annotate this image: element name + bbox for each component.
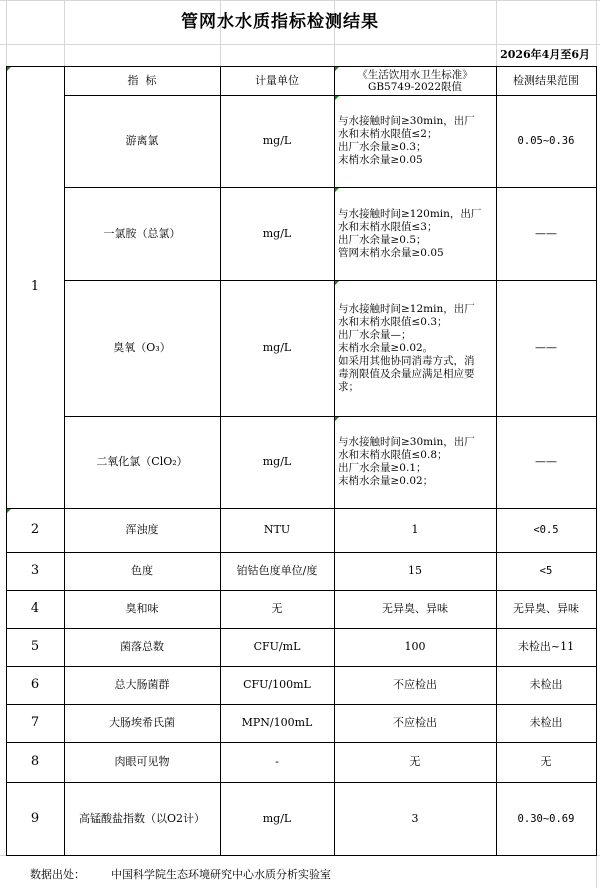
result-range: 0.05~0.36 (517, 135, 575, 147)
unit-value: mg/L (262, 134, 292, 147)
unit-value: mg/L (262, 455, 292, 468)
indicator-name: 菌落总数 (120, 640, 164, 653)
standard-limit: 与水接触时间≥30min，出厂 水和末梢水限值≤0.8； 出厂水余量≥0.1； 末梢水余量≥0.02； (338, 436, 475, 487)
table-border-right (596, 66, 597, 856)
unit-value: CFU/mL (253, 640, 301, 653)
result-range: 无 (540, 755, 552, 768)
unit-value: NTU (263, 523, 291, 536)
standard-limit: 不应检出 (393, 678, 437, 691)
standard-limit: 与水接触时间≥30min，出厂 水和末梢水限值≤2； 出厂水余量≥0.3； 末梢水余量≥0.05 (338, 115, 475, 166)
indicator-name: 一氯胺（总氯） (103, 226, 181, 240)
result-range: 未检出 (529, 716, 563, 729)
result-range: 无异臭、异味 (513, 602, 579, 615)
indicator-name: 臭氧（O₃） (113, 341, 171, 354)
row-number: 1 (30, 279, 40, 294)
result-range: 0.30~0.69 (517, 812, 575, 825)
page-title: 管网水水质指标检测结果 (181, 12, 379, 32)
header-unit: 计量单位 (255, 73, 299, 87)
standard-limit: 与水接触时间≥120min，出厂 水和末梢水限值≤3； 出厂水余量≥0.5； 管网末梢水余量≥0.05 (338, 207, 482, 259)
row-number: 7 (30, 715, 40, 730)
standard-limit: 1 (411, 523, 419, 536)
standard-limit: 100 (404, 640, 426, 653)
result-range: <0.5 (533, 524, 559, 536)
indicator-name: 总大肠菌群 (114, 678, 170, 691)
header-standard: 《生活饮用水卫生标准》 GB5749-2022限值 (357, 68, 473, 93)
unit-value: mg/L (262, 341, 292, 354)
indicator-name: 臭和味 (125, 602, 159, 615)
indicator-name: 色度 (131, 564, 153, 577)
data-source-label: 数据出处： (30, 868, 85, 881)
standard-limit: 无 (409, 755, 421, 768)
result-range: 未检出~11 (517, 640, 575, 653)
header-indicator: 指 标 (127, 73, 157, 87)
row-number: 2 (30, 522, 40, 537)
row-number: 5 (30, 639, 40, 654)
unit-value: MPN/100mL (241, 716, 313, 729)
table-border-bottom (6, 855, 596, 856)
indicator-name: 大肠埃希氏菌 (109, 716, 175, 729)
result-range: 未检出 (529, 678, 563, 691)
row-number: 9 (30, 810, 40, 826)
unit-value: 铂钴色度单位/度 (236, 564, 318, 577)
result-range: —— (535, 226, 557, 240)
row-number: 6 (30, 677, 40, 692)
standard-limit: 无异臭、异味 (382, 602, 448, 615)
header-result: 检测结果范围 (513, 73, 579, 87)
indicator-name: 游离氯 (125, 134, 159, 147)
report-period: 2026年4月至6月 (500, 48, 590, 61)
row-number: 8 (30, 754, 40, 769)
indicator-name: 二氧化氯（ClO₂） (96, 455, 188, 468)
data-source (30, 866, 331, 882)
standard-limit: 3 (411, 811, 419, 825)
grid-line (6, 0, 7, 66)
unit-value: - (275, 755, 279, 768)
standard-limit: 不应检出 (393, 716, 437, 729)
standard-limit: 与水接触时间≥12min，出厂 水和末梢水限值≤0.3； 出厂水余量—； 末梢水余量≥0.02。 如采用其他协同消毒方式，消 毒剂限值及余量应满足相应要 求； (338, 302, 475, 393)
unit-value: 无 (271, 602, 283, 615)
unit-value: CFU/100mL (243, 678, 311, 691)
standard-limit: 15 (408, 564, 422, 577)
indicator-name: 肉眼可见物 (114, 755, 170, 768)
unit-value: mg/L (262, 226, 292, 240)
row-number: 4 (30, 601, 40, 616)
row-number: 3 (30, 563, 40, 578)
result-range: —— (535, 455, 557, 468)
result-range: —— (535, 341, 557, 354)
data-source-value: 中国科学院生态环境研究中心水质分析实验室 (111, 868, 331, 881)
indicator-name: 高锰酸盐指数（以O2计） (78, 811, 206, 825)
result-range: <5 (539, 565, 553, 577)
indicator-name: 浑浊度 (125, 523, 159, 536)
unit-value: mg/L (262, 811, 292, 825)
